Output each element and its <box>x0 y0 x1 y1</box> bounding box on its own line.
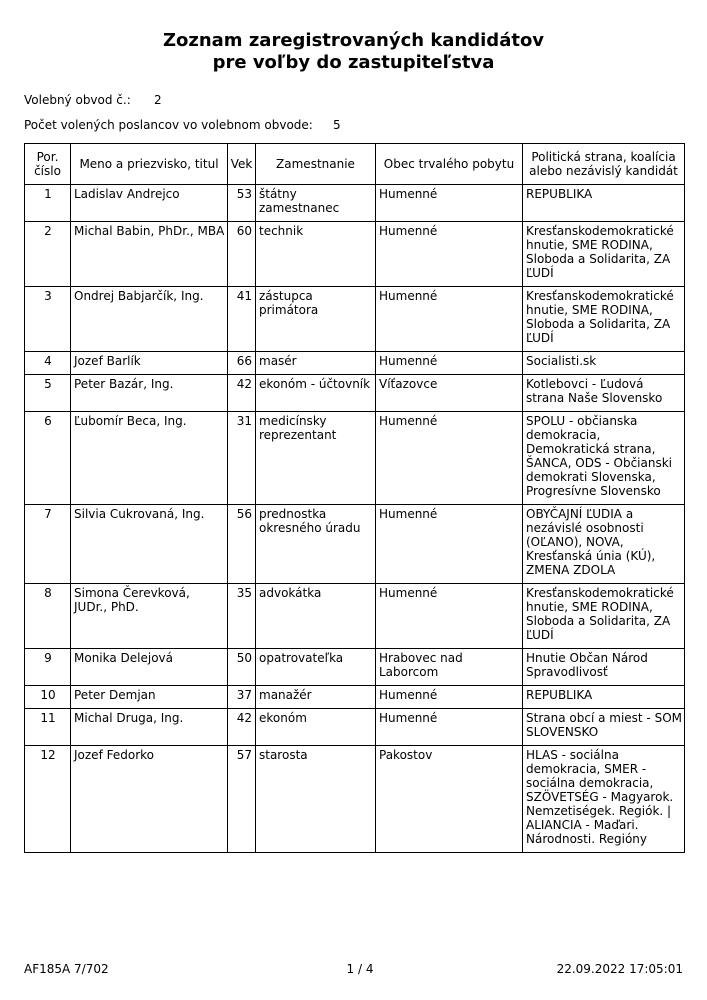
cell-name: Ladislav Andrejco <box>71 185 228 222</box>
cell-occupation: medicínsky reprezentant <box>256 412 376 505</box>
document-title <box>0 30 707 74</box>
cell-name: Peter Bazár, Ing. <box>71 375 228 412</box>
table-row <box>25 222 685 287</box>
cell-party: SPOLU - občianska demokracia, Demokratická strana, ŠANCA, ODS - Občianski demokrati Slovenska, Progresívne Slovensko <box>523 412 685 505</box>
cell-age: 42 <box>228 709 256 746</box>
cell-party: Socialisti.sk <box>523 352 685 375</box>
cell-age: 53 <box>228 185 256 222</box>
table-header-row <box>25 144 685 185</box>
table-row <box>25 185 685 222</box>
cell-occupation: opatrovateľka <box>256 649 376 686</box>
header-occupation: Zamestnanie <box>256 144 376 185</box>
district-label: Volebný obvod č.: <box>24 93 131 107</box>
district-info <box>24 93 162 107</box>
cell-age: 31 <box>228 412 256 505</box>
cell-occupation: ekonóm <box>256 709 376 746</box>
cell-age: 60 <box>228 222 256 287</box>
title-line-1: Zoznam zaregistrovaných kandidátov <box>162 30 545 51</box>
cell-occupation: ekonóm - účtovník <box>256 375 376 412</box>
cell-party: Strana obcí a miest - SOM SLOVENSKO <box>523 709 685 746</box>
cell-age: 50 <box>228 649 256 686</box>
table-row <box>25 746 685 853</box>
cell-number: 4 <box>25 352 71 375</box>
cell-number: 3 <box>25 287 71 352</box>
cell-residence: Humenné <box>376 584 523 649</box>
cell-name: Peter Demjan <box>71 686 228 709</box>
cell-residence: Humenné <box>376 185 523 222</box>
table-row <box>25 287 685 352</box>
cell-party: Kresťanskodemokratické hnutie, SME RODINA, Sloboda a Solidarita, ZA ĽUDÍ <box>523 287 685 352</box>
cell-number: 1 <box>25 185 71 222</box>
table-row <box>25 375 685 412</box>
cell-number: 6 <box>25 412 71 505</box>
cell-name: Jozef Fedorko <box>71 746 228 853</box>
table-row <box>25 709 685 746</box>
cell-number: 12 <box>25 746 71 853</box>
cell-occupation: štátny zamestnanec <box>256 185 376 222</box>
cell-name: Ľubomír Beca, Ing. <box>71 412 228 505</box>
cell-party: Hnutie Občan Národ Spravodlivosť <box>523 649 685 686</box>
footer-document-id: AF185A 7/702 <box>24 962 109 976</box>
cell-residence: Humenné <box>376 686 523 709</box>
title-line-2: pre voľby do zastupiteľstva <box>212 52 495 73</box>
header-number-line-2: číslo <box>34 164 61 178</box>
cell-residence: Humenné <box>376 352 523 375</box>
cell-name: Silvia Cukrovaná, Ing. <box>71 505 228 584</box>
table-row <box>25 412 685 505</box>
cell-age: 41 <box>228 287 256 352</box>
table-row <box>25 505 685 584</box>
header-name: Meno a priezvisko, titul <box>71 144 228 185</box>
cell-occupation: advokátka <box>256 584 376 649</box>
cell-age: 35 <box>228 584 256 649</box>
cell-name: Simona Čerevková, JUDr., PhD. <box>71 584 228 649</box>
seats-label: Počet volených poslancov vo volebnom obvode: <box>24 118 313 132</box>
seats-info <box>24 118 341 132</box>
cell-occupation: prednostka okresného úradu <box>256 505 376 584</box>
cell-residence: Humenné <box>376 412 523 505</box>
cell-party: REPUBLIKA <box>523 185 685 222</box>
cell-number: 8 <box>25 584 71 649</box>
seats-value: 5 <box>333 118 341 132</box>
cell-party: Kotlebovci - Ľudová strana Naše Slovensko <box>523 375 685 412</box>
cell-age: 57 <box>228 746 256 853</box>
cell-party: Kresťanskodemokratické hnutie, SME RODINA, Sloboda a Solidarita, ZA ĽUDÍ <box>523 584 685 649</box>
header-party-line-1: Politická strana, koalícia <box>531 150 676 164</box>
cell-occupation: starosta <box>256 746 376 853</box>
cell-age: 56 <box>228 505 256 584</box>
cell-number: 10 <box>25 686 71 709</box>
footer-datetime: 22.09.2022 17:05:01 <box>556 962 683 976</box>
cell-name: Ondrej Babjarčík, Ing. <box>71 287 228 352</box>
cell-name: Monika Delejová <box>71 649 228 686</box>
cell-party: HLAS - sociálna demokracia, SMER - sociálna demokracia, SZÖVETSÉG - Magyarok. Nemzetiségek. Regiók. | ALIANCIA - Maďari. Národnosti. Regióny <box>523 746 685 853</box>
district-value: 2 <box>154 93 162 107</box>
cell-number: 11 <box>25 709 71 746</box>
cell-residence: Humenné <box>376 505 523 584</box>
cell-occupation: technik <box>256 222 376 287</box>
cell-residence: Humenné <box>376 222 523 287</box>
cell-age: 37 <box>228 686 256 709</box>
cell-age: 66 <box>228 352 256 375</box>
table-row <box>25 584 685 649</box>
cell-number: 5 <box>25 375 71 412</box>
cell-number: 2 <box>25 222 71 287</box>
header-number-line-1: Por. <box>36 150 59 164</box>
cell-party: OBYČAJNÍ ĽUDIA a nezávislé osobnosti (OĽANO), NOVA, Kresťanská únia (KÚ), ZMENA ZDOLA <box>523 505 685 584</box>
footer-page-number: 1 / 4 <box>346 962 374 976</box>
cell-occupation: masér <box>256 352 376 375</box>
cell-party: REPUBLIKA <box>523 686 685 709</box>
cell-name: Michal Druga, Ing. <box>71 709 228 746</box>
cell-age: 42 <box>228 375 256 412</box>
cell-name: Michal Babin, PhDr., MBA <box>71 222 228 287</box>
header-party <box>523 144 685 185</box>
header-residence: Obec trvalého pobytu <box>376 144 523 185</box>
cell-number: 9 <box>25 649 71 686</box>
cell-residence: Humenné <box>376 287 523 352</box>
cell-residence: Humenné <box>376 709 523 746</box>
cell-number: 7 <box>25 505 71 584</box>
cell-occupation: manažér <box>256 686 376 709</box>
header-number <box>25 144 71 185</box>
table-row <box>25 686 685 709</box>
cell-residence: Víťazovce <box>376 375 523 412</box>
cell-party: Kresťanskodemokratické hnutie, SME RODINA, Sloboda a Solidarita, ZA ĽUDÍ <box>523 222 685 287</box>
header-party-line-2: alebo nezávislý kandidát <box>529 164 678 178</box>
cell-name: Jozef Barlík <box>71 352 228 375</box>
header-age: Vek <box>228 144 256 185</box>
candidates-table <box>24 143 685 853</box>
cell-residence: Hrabovec nad Laborcom <box>376 649 523 686</box>
cell-occupation: zástupca primátora <box>256 287 376 352</box>
table-row <box>25 649 685 686</box>
cell-residence: Pakostov <box>376 746 523 853</box>
table-row <box>25 352 685 375</box>
